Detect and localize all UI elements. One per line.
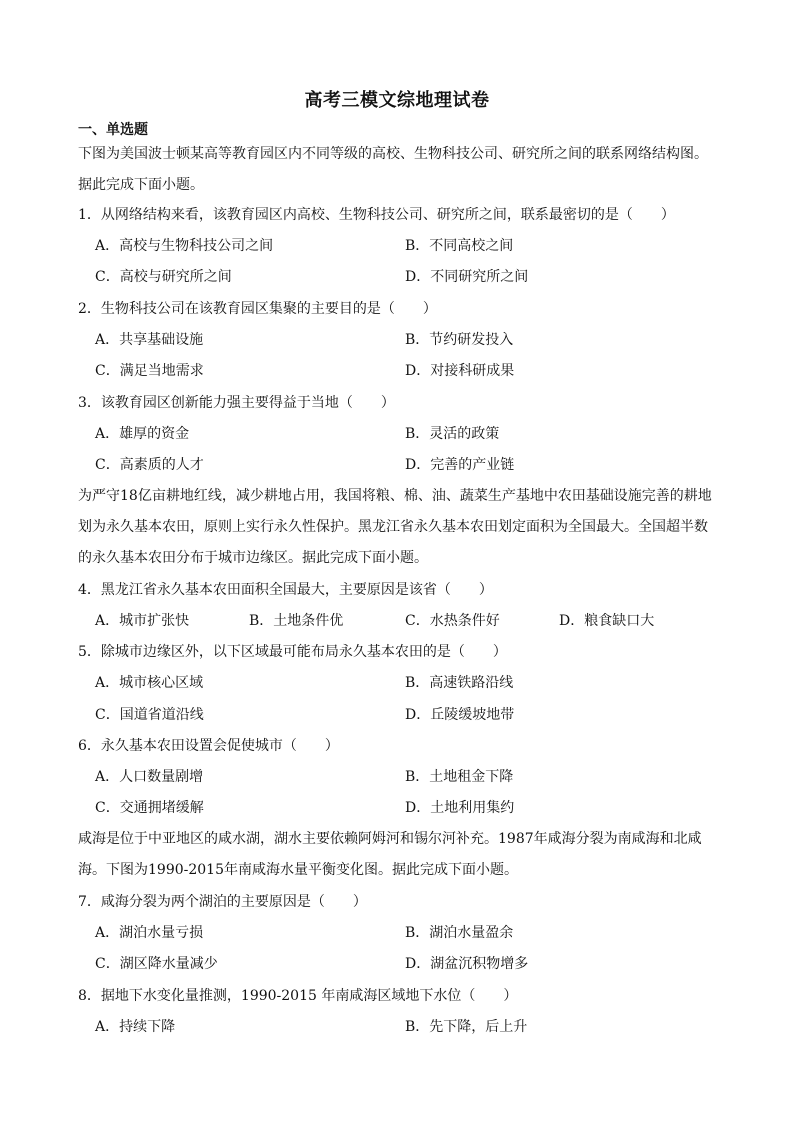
question-3-option-d[interactable]: D．完善的产业链 <box>405 457 515 473</box>
question-5-option-c[interactable]: C．国道省道沿线 <box>95 707 204 723</box>
question-3-option-b[interactable]: B．灵活的政策 <box>405 426 500 442</box>
section-heading: 一、单选题 <box>78 122 148 138</box>
question-5-option-d[interactable]: D．丘陵缓坡地带 <box>405 707 515 723</box>
question-5-option-b[interactable]: B．高速铁路沿线 <box>405 675 514 691</box>
question-6-option-c[interactable]: C．交通拥堵缓解 <box>95 800 204 816</box>
question-3-option-a[interactable]: A．雄厚的资金 <box>95 426 190 442</box>
question-4-stem: 4．黑龙江省永久基本农田面积全国最大，主要原因是该省（ ） <box>78 582 493 598</box>
question-2-option-c[interactable]: C．满足当地需求 <box>95 363 204 379</box>
question-1-option-b[interactable]: B．不同高校之间 <box>405 238 514 254</box>
question-6-option-d[interactable]: D．土地利用集约 <box>405 800 515 816</box>
question-6-option-a[interactable]: A．人口数量剧增 <box>95 769 204 785</box>
question-4-option-d[interactable]: D．粮食缺口大 <box>559 613 655 629</box>
question-1-option-a[interactable]: A．高校与生物科技公司之间 <box>95 238 274 254</box>
question-3-stem: 3．该教育园区创新能力强主要得益于当地（ ） <box>78 395 395 411</box>
intro-paragraph-2: 为严守18亿亩耕地红线，减少耕地占用，我国将粮、棉、油、蔬菜生产基地中农田基础设施完善的耕地划为永久基本农田，原则上实行永久性保护。黑龙江省永久基本农田划定面积为全国最大。全国超半数的永久基本农田分布于城市边缘区。据此完成下面小题。 <box>78 488 712 566</box>
intro-paragraph-1: 下图为美国波士顿某高等教育园区内不同等级的高校、生物科技公司、研究所之间的联系网络结构图。据此完成下面小题。 <box>78 146 708 193</box>
question-8-option-b[interactable]: B．先下降，后上升 <box>405 1019 528 1035</box>
question-1-stem: 1．从网络结构来看，该教育园区内高校、生物科技公司、研究所之间，联系最密切的是（ ） <box>78 207 675 223</box>
question-1-option-d[interactable]: D．不同研究所之间 <box>405 269 529 285</box>
question-8-option-a[interactable]: A．持续下降 <box>95 1019 176 1035</box>
question-7-stem: 7．咸海分裂为两个湖泊的主要原因是（ ） <box>78 894 367 910</box>
question-2-option-d[interactable]: D．对接科研成果 <box>405 363 515 379</box>
question-7-option-b[interactable]: B．湖泊水量盈余 <box>405 925 514 941</box>
question-2-stem: 2．生物科技公司在该教育园区集聚的主要目的是（ ） <box>78 301 437 317</box>
question-3-option-c[interactable]: C．高素质的人才 <box>95 457 204 473</box>
question-6-stem: 6．永久基本农田设置会促使城市（ ） <box>78 738 339 754</box>
question-4-option-b[interactable]: B．土地条件优 <box>249 613 344 629</box>
question-2-option-a[interactable]: A．共享基础设施 <box>95 332 204 348</box>
question-8-stem: 8．据地下水变化量推测，1990-2015 年南咸海区域地下水位（ ） <box>78 988 518 1004</box>
question-5-stem: 5．除城市边缘区外，以下区域最可能布局永久基本农田的是（ ） <box>78 644 507 660</box>
page-title: 高考三模文综地理试卷 <box>304 90 490 111</box>
question-4-option-c[interactable]: C．水热条件好 <box>405 613 500 629</box>
intro-paragraph-3: 咸海是位于中亚地区的咸水湖，湖水主要依赖阿姆河和锡尔河补充。1987年咸海分裂为南咸海和北咸海。下图为1990-2015年南咸海水量平衡变化图。据此完成下面小题。 <box>78 831 702 878</box>
question-7-option-d[interactable]: D．湖盆沉积物增多 <box>405 956 529 972</box>
question-2-option-b[interactable]: B．节约研发投入 <box>405 332 514 348</box>
question-7-option-a[interactable]: A．湖泊水量亏损 <box>95 925 204 941</box>
question-7-option-c[interactable]: C．湖区降水量减少 <box>95 956 218 972</box>
question-6-option-b[interactable]: B．土地租金下降 <box>405 769 514 785</box>
question-5-option-a[interactable]: A．城市核心区域 <box>95 675 204 691</box>
question-4-option-a[interactable]: A．城市扩张快 <box>95 613 190 629</box>
question-1-option-c[interactable]: C．高校与研究所之间 <box>95 269 232 285</box>
